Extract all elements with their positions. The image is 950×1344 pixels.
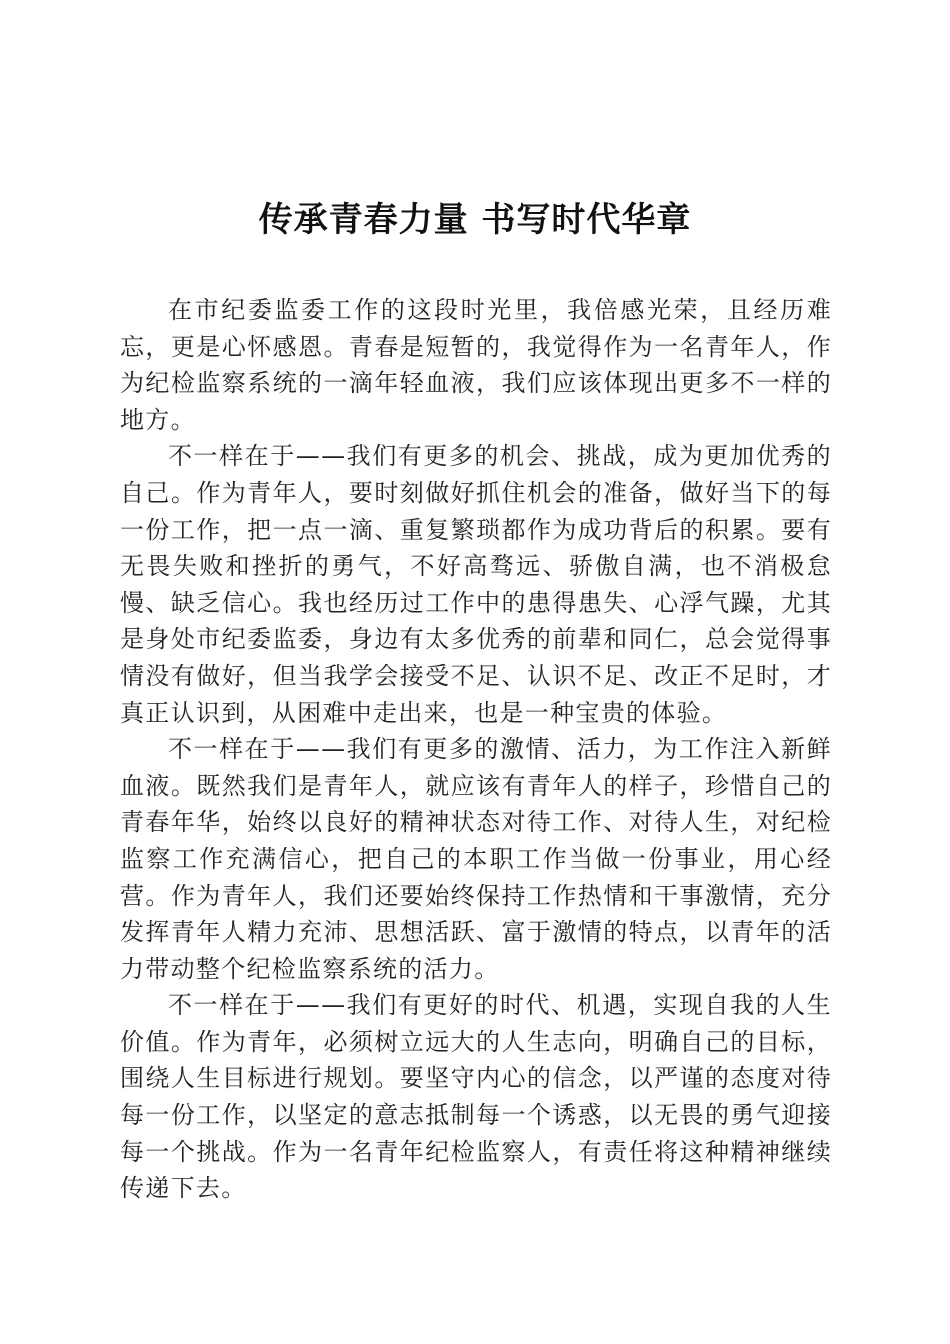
document-title: 传承青春力量 书写时代华章 <box>258 200 692 240</box>
paragraph-4: 不一样在于——我们有更好的时代、机遇，实现自我的人生价值。作为青年，必须树立远大的人生志向，明确自己的目标，围绕人生目标进行规划。要坚守内心的信念，以严谨的态度对待每一份工作，以坚定的意志抵制每一个诱惑，以无畏的勇气迎接每一个挑战。作为一名青年纪检监察人，有责任将这种精神继续传递下去。 <box>120 991 832 1203</box>
document-body <box>120 292 832 1207</box>
paragraph-2: 不一样在于——我们有更多的机会、挑战，成为更加优秀的自己。作为青年人，要时刻做好抓住机会的准备，做好当下的每一份工作，把一点一滴、重复繁琐都作为成功背后的积累。要有无畏失败和挫折的勇气，不好高骛远、骄傲自满，也不消极怠慢、缺乏信心。我也经历过工作中的患得患失、心浮气躁，尤其是身处市纪委监委，身边有太多优秀的前辈和同仁，总会觉得事情没有做好，但当我学会接受不足、认识不足、改正不足时，才真正认识到，从困难中走出来，也是一种宝贵的体验。 <box>120 442 832 727</box>
paragraph-1: 在市纪委监委工作的这段时光里，我倍感光荣，且经历难忘，更是心怀感恩。青春是短暂的，我觉得作为一名青年人，作为纪检监察系统的一滴年轻血液，我们应该体现出更多不一样的地方。 <box>120 296 832 434</box>
paragraph-3: 不一样在于——我们有更多的激情、活力，为工作注入新鲜血液。既然我们是青年人，就应该有青年人的样子，珍惜自己的青春年华，始终以良好的精神状态对待工作、对待人生，对纪检监察工作充满信心，把自己的本职工作当做一份事业，用心经营。作为青年人，我们还要始终保持工作热情和干事激情，充分发挥青年人精力充沛、思想活跃、富于激情的特点，以青年的活力带动整个纪检监察系统的活力。 <box>120 735 832 983</box>
